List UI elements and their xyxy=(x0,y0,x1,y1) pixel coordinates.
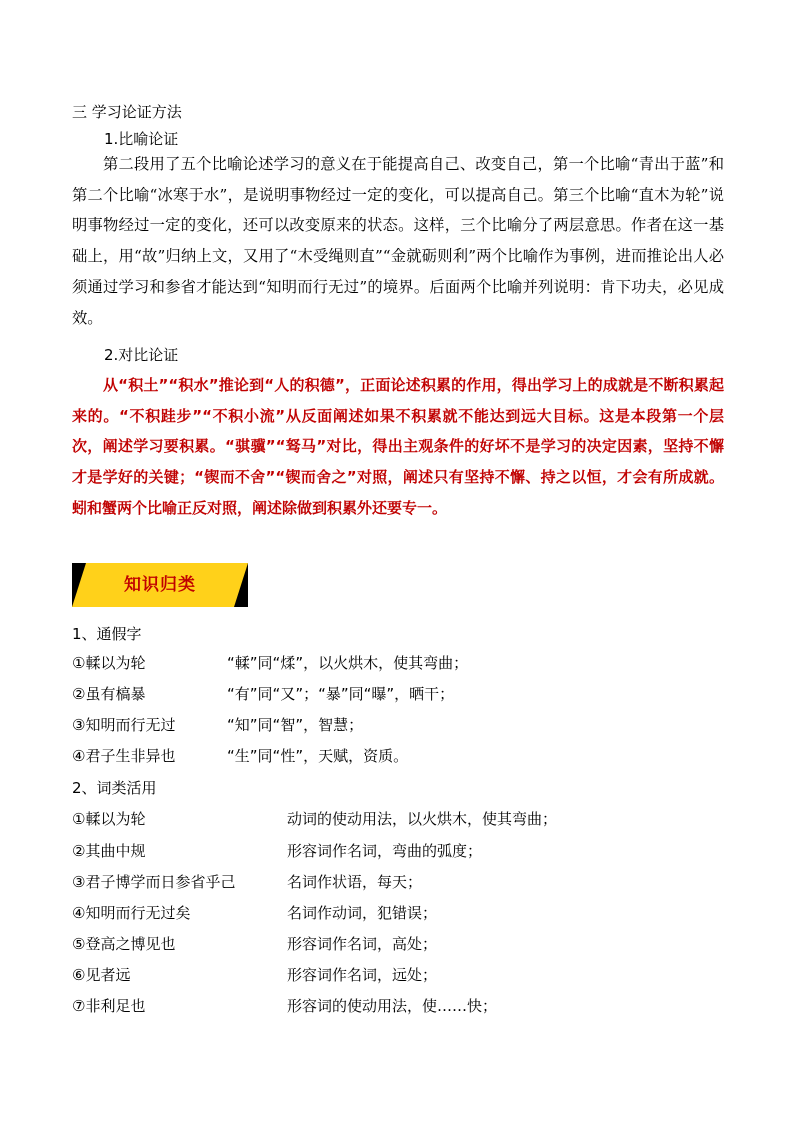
cilei-note: 形容词作名词，弯曲的弧度； xyxy=(287,842,483,860)
cilei-term: ①輮以为轮 xyxy=(72,810,146,828)
cilei-note: 名词作状语，每天； xyxy=(287,873,423,891)
cilei-term: ④知明而行无过矣 xyxy=(72,904,191,922)
tongjia-note: “有”同“又”；“暴”同“曝”，晒干； xyxy=(227,685,455,703)
tongjia-note: “輮”同“煣”，以火烘木，使其弯曲； xyxy=(227,654,469,672)
banner-label: 知识归类 xyxy=(124,575,196,595)
cilei-note: 形容词的使动用法，使……快； xyxy=(287,997,498,1015)
tongjia-term: ②虽有槁暴 xyxy=(72,685,146,703)
subsection-title-contrast: 2.对比论证 xyxy=(104,346,179,364)
paragraph-metaphor: 第二段用了五个比喻论述学习的意义在于能提高自己、改变自己，第一个比喻“青出于蓝”和第二个比喻“冰寒于水”，是说明事物经过一定的变化，可以提高自己。第三个比喻“直木为轮”说明事物经过一定的变化，还可以改变原来的状态。这样，三个比喻分了两层意思。作者在这一基础上，用“故”归纳上文，又用了“木受绳则直”“金就砺则利”两个比喻作为事例，进而推论出人必须通过学习和参省才能达到“知明而行无过”的境界。后面两个比喻并列说明：肯下功夫，必见成效。 xyxy=(72,155,724,327)
cilei-note: 动词的使动用法，以火烘木，使其弯曲； xyxy=(287,810,558,828)
cilei-note: 形容词作名词，高处； xyxy=(287,935,438,953)
cilei-note: 形容词作名词，远处； xyxy=(287,966,438,984)
cilei-term: ⑤登高之博见也 xyxy=(72,935,176,953)
cilei-term: ⑥见者远 xyxy=(72,966,131,984)
paragraph-contrast: 从“积土”“积水”推论到“人的积德”，正面论述积累的作用，得出学习上的成就是不断积累起来的。“不积跬步”“不积小流”从反面阐述如果不积累就不能达到远大目标。这是本段第一个层次，阐述学习要积累。“骐骥”“驽马”对比，得出主观条件的好坏不是学习的决定因素，坚持不懈才是学好的关键；“锲而不舍”“锲而舍之”对照，阐述只有坚持不懈、持之以恒，才会有所成就。蚓和蟹两个比喻正反对照，阐述除做到积累外还要专一。 xyxy=(72,376,724,517)
cilei-heading: 2、词类活用 xyxy=(72,779,157,797)
tongjia-term: ④君子生非异也 xyxy=(72,747,176,765)
cilei-term: ⑦非利足也 xyxy=(72,997,146,1015)
cilei-term: ②其曲中规 xyxy=(72,842,146,860)
subsection-title-metaphor: 1.比喻论证 xyxy=(104,130,179,148)
section-title: 三 学习论证方法 xyxy=(72,103,182,121)
tongjia-heading: 1、通假字 xyxy=(72,625,142,643)
cilei-term: ③君子博学而日参省乎己 xyxy=(72,873,236,891)
tongjia-term: ①輮以为轮 xyxy=(72,654,146,672)
knowledge-banner xyxy=(72,563,248,607)
tongjia-term: ③知明而行无过 xyxy=(72,716,176,734)
tongjia-note: “知”同“智”，智慧； xyxy=(227,716,364,734)
tongjia-note: “生”同“性”，天赋，资质。 xyxy=(227,747,409,765)
cilei-note: 名词作动词，犯错误； xyxy=(287,904,438,922)
